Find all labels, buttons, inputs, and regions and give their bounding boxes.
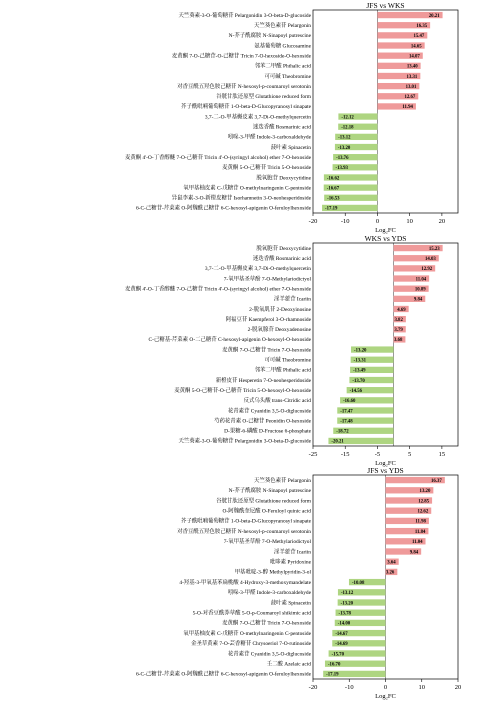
bar-value-label: -20.21 xyxy=(331,439,344,445)
category-label: 谷胱甘肽还原型 Glutathione reduced form xyxy=(216,498,311,505)
bar-value-label: -14.69 xyxy=(335,642,348,648)
category-label: 脱氧胞苷 Deoxycytidine xyxy=(256,175,311,182)
bar-value-label: 11.04 xyxy=(411,540,423,546)
category-label: 吡哆素 Pyridoxine xyxy=(269,559,311,566)
bar-value-label: 9.84 xyxy=(413,297,423,303)
chart-title: JFS vs WKS xyxy=(366,1,405,10)
bar-value-label: -10.08 xyxy=(351,580,365,586)
bar-value-label: 13.20 xyxy=(419,489,431,495)
category-label: 花青素苷 Cyanidin 3,5-O-diglucoside xyxy=(227,651,311,658)
bar-value-label: 13.31 xyxy=(406,74,418,80)
category-label: 可可碱 Theobromine xyxy=(264,357,311,364)
bar-value-label: 11.94 xyxy=(402,105,413,111)
bar-value-label: -16.67 xyxy=(326,186,340,192)
bar-value-label: 20.21 xyxy=(428,13,440,19)
category-label: 天竺葵素-3-O-葡萄糖苷 Pelargonidin 3-O-beta-D-glucoside xyxy=(178,12,311,19)
bar-value-label: -17.19 xyxy=(325,206,338,212)
bar-value-label: 11.84 xyxy=(414,529,426,535)
category-label: 对香豆酰五羟色胺己糖苷 N-hexosyl-p-coumaroyl serotonin xyxy=(177,528,311,535)
bar-value-label: 11.98 xyxy=(415,519,426,525)
bar-value-label: 10.89 xyxy=(414,287,426,293)
category-label: 天竺葵色素苷 Pelargonin xyxy=(254,23,311,30)
x-tick-label: -25 xyxy=(308,451,318,458)
x-tick-label: -5 xyxy=(374,451,381,458)
x-tick-label: 20 xyxy=(454,684,462,691)
chart-panel-3 xyxy=(136,466,461,700)
category-label: 花青素苷 Cyanidin 3,5-O-diglucoside xyxy=(227,408,311,415)
bar-value-label: 4.69 xyxy=(397,307,406,313)
category-label: 阿福豆苷 Kaempferol 3-O-rhamnoside xyxy=(225,316,311,323)
category-label: 麦黄酮 5-O-己糖苷 Tricin 5-O-hexoside xyxy=(222,165,311,172)
category-label: 可可碱 Theobromine xyxy=(264,73,311,80)
chart-panel-2 xyxy=(125,234,458,467)
category-label: 麦黄酮 7-O-己糖苷 Tricin 7-O-hexoside xyxy=(222,347,311,354)
x-tick-label: 0 xyxy=(375,218,380,225)
category-label: 壬二酸 Azelaic acid xyxy=(266,661,311,668)
category-label: 菠叶素 Spinacetin xyxy=(270,144,311,151)
bar-value-label: -13.76 xyxy=(336,155,349,161)
bar-value-label: 14.65 xyxy=(410,44,422,50)
category-label: 氧甲基柚皮素 C-戊糖苷 O-methylnaringenin C-pentoside xyxy=(183,185,311,192)
bar-value-label: -16.60 xyxy=(343,399,356,405)
bar-value-label: -13.49 xyxy=(353,368,366,374)
x-tick-label: -10 xyxy=(340,218,350,225)
category-label: 天竺葵色素苷 Pelargonin xyxy=(254,477,311,484)
category-label: 4-羟基-3-甲氧基苯扁桃酸 4-Hydroxy-3-methoxymandelate xyxy=(179,579,311,586)
bar-value-label: 3.79 xyxy=(394,328,403,334)
bar-value-label: -13.31 xyxy=(353,358,367,364)
bar-value-label: 15.23 xyxy=(428,246,440,252)
bar-value-label: 13.01 xyxy=(405,84,417,90)
bar-value-label: -12.18 xyxy=(341,125,354,131)
bar-value-label: 3.64 xyxy=(387,560,396,566)
bar-value-label: 12.62 xyxy=(417,509,429,515)
bar-value-label: -13.12 xyxy=(340,591,354,597)
bar-value-label: -13.93 xyxy=(335,166,348,172)
category-label: 芥子酰吡喃葡萄糖苷 1-O-beta-D-Glucopyranosyl sinapate xyxy=(181,518,311,525)
bar-value-label: -18.72 xyxy=(336,429,349,435)
category-label: 迷迭香酸 Rosmarinic acid xyxy=(252,256,311,263)
bar-value-label: 16.35 xyxy=(416,24,428,30)
category-label: 对香豆酰五羟色胺己糖苷 N-hexosyl-p-coumaroyl serotonin xyxy=(177,83,311,90)
category-label: O-阿魏酰奎尼酸 O-Feruloyl quinic acid xyxy=(222,508,311,515)
category-label: 6-C-己糖苷-芹菜素 O-阿魏酰己糖苷 6-C-hexosyl-apigenin O-feruloylhexoside xyxy=(135,205,311,212)
x-tick-label: 15 xyxy=(438,451,446,458)
x-tick-label: 5 xyxy=(408,451,412,458)
bar-value-label: 13.40 xyxy=(406,64,418,70)
x-tick-label: 10 xyxy=(406,218,413,225)
x-tick-label: -20 xyxy=(308,218,318,225)
category-label: 6-C-己糖苷-芹菜素 O-阿魏酰己糖苷 6-C-hexosyl-apigenin O-feruloylhexoside xyxy=(135,671,311,678)
bar-value-label: -13.20 xyxy=(337,145,351,151)
bar-value-label: 9.84 xyxy=(409,550,419,556)
category-label: C-己糖基-芹菜素 O-二己糖苷 C-hexosyl-apigenin O-hexosyl-O-hexoside xyxy=(148,337,311,344)
bar-value-label: -13.20 xyxy=(354,348,367,354)
category-label: 谷胱甘肽还原型 Glutathione reduced form xyxy=(216,94,311,101)
category-label: D-果糖-6-磷酸 D-Fructose 6-phosphate xyxy=(224,428,311,435)
category-label: 5-O-对香豆酰莽草酸 5-O-p-Coumaroyl shikimic acid xyxy=(192,610,311,617)
chart-panel-1 xyxy=(125,1,458,234)
bar-value-label: 3.82 xyxy=(394,317,403,323)
category-label: 氨基葡萄糖 Glucosamine xyxy=(254,43,311,50)
bar-value-label: -16.62 xyxy=(326,176,340,182)
category-label: 迷迭香酸 Rosmarinic acid xyxy=(252,124,311,131)
category-label: 邻苯二甲酸 Phthalic acid xyxy=(254,367,311,374)
bar-value-label: 15.47 xyxy=(413,34,425,40)
bar-value-label: -17.48 xyxy=(340,419,353,425)
x-tick-label: -15 xyxy=(340,451,350,458)
x-tick-label: 10 xyxy=(418,684,425,691)
x-tick-label: -10 xyxy=(344,684,354,691)
category-label: 麦黄酮 7-O-己糖苷 Tricin 7-O-hexoside xyxy=(222,620,311,627)
x-axis-label: Log₂FC xyxy=(375,227,396,234)
bar-value-label: 12.92 xyxy=(421,267,433,273)
bar-value-label: -17.19 xyxy=(326,672,339,678)
bar-value-label: -13.70 xyxy=(352,378,365,384)
bar-value-label: 16.37 xyxy=(431,478,442,484)
category-label: 7-氧甲基圣草酚 7-O-Methylariodictyol xyxy=(223,539,311,546)
category-label: N-芥子酰腐胺 N-Sinapoyl putrescine xyxy=(228,33,311,40)
category-label: 芥子酰吡喃葡萄糖苷 1-O-beta-D-Glucopyranosyl sinapate xyxy=(181,104,311,111)
category-label: 淫羊藿苷 Icariin xyxy=(274,296,311,303)
category-label: 麦黄酮 4'-O-丁香醇醚 7-O-己糖苷 Tricin 4'-O-(syringyl alcohol) ether 7-O-hexoside xyxy=(124,154,311,161)
category-label: 吲哚-3-甲醛 Indole-3-carboxaldehyde xyxy=(227,590,311,597)
bar-value-label: 14.07 xyxy=(408,54,420,60)
plot-frame xyxy=(313,243,458,446)
x-tick-label: 0 xyxy=(383,684,388,691)
bar-value-label: -15.70 xyxy=(331,652,344,658)
bar-value-label: 11.04 xyxy=(415,277,427,283)
category-label: 芍药花青素 O-己糖苷 Peonidin O-hexoside xyxy=(214,418,311,425)
bar-value-label: 12.85 xyxy=(418,499,430,505)
category-label: 淫羊藿苷 Icariin xyxy=(274,549,311,556)
chart-title: JFS vs YDS xyxy=(367,466,404,475)
bar-value-label: -16.53 xyxy=(327,196,340,202)
x-tick-label: 20 xyxy=(438,218,446,225)
category-label: 7-氧甲基圣草酚 7-O-Methylariodictyol xyxy=(223,276,311,283)
chart-title: WKS vs YDS xyxy=(364,234,407,243)
category-label: 2-脱氧肌苷 2-Deoxyinosine xyxy=(249,306,311,313)
category-label: 3,7-二-O-甲基槲皮素 3,7-Di-O-methylquercetin xyxy=(204,266,311,273)
bar-value-label: -13.20 xyxy=(340,601,354,607)
category-label: 邻苯二甲酸 Phthalic acid xyxy=(254,63,311,70)
category-label: 麦黄酮 4'-O-丁香醇醚 7-O-己糖苷 Tricin 4'-O-(syringyl alcohol) ether 7-O-hexoside xyxy=(124,286,311,293)
bar-value-label: 3.26 xyxy=(385,570,395,576)
category-label: 氧甲基柚皮素 C-戊糖苷 O-methylnaringenin C-pentoside xyxy=(183,630,311,637)
bar-value-label: -17.47 xyxy=(340,409,353,415)
category-label: 麦黄酮 7-O-己糖苷-O-己糖苷 Tricin 7-O-hexoside-O-hexoside xyxy=(171,53,311,60)
bar-value-label: 14.03 xyxy=(424,257,436,263)
bar-value-label: -16.70 xyxy=(327,662,341,668)
bar-value-label: -13.12 xyxy=(338,135,351,141)
plot-frame xyxy=(313,10,458,213)
category-label: 麦黄酮 5-O-己糖苷-O-己糖苷 Tricin 5-O-hexosyl-O-hexoside xyxy=(174,387,311,394)
category-label: 2-脱氧腺苷 Deoxyadenosine xyxy=(247,327,311,334)
category-label: 脱氧胞苷 Deoxycytidine xyxy=(256,245,311,252)
category-label: 菠叶素 Spinacetin xyxy=(270,600,311,607)
category-label: 新橙皮苷 Hesperetin 7-O-neohesperidoside xyxy=(215,377,311,384)
category-label: 异鼠李素-3-O-新橙皮糖苷 Isorhamnetin 3-O-neohesperidoside xyxy=(171,195,311,202)
category-label: 金圣草黄素 7-O-芸香糖苷 Chrysoeriol 7-O-rutinoside xyxy=(191,641,311,648)
bar-value-label: -14.00 xyxy=(337,621,351,627)
category-label: N-芥子酰腐胺 N-Sinapoyl putrescine xyxy=(228,488,311,495)
x-axis-label: Log₂FC xyxy=(375,693,396,700)
category-label: 反式乌头酸 trans-Citridic acid xyxy=(243,398,311,405)
bar-value-label: 3.68 xyxy=(394,338,403,344)
bar-value-label: 12.67 xyxy=(404,95,416,101)
bar-value-label: -14.56 xyxy=(349,388,363,394)
category-label: 3,7-二-O-甲基槲皮素 3,7-Di-O-methylquercetin xyxy=(204,114,311,121)
category-label: 吲哚-3-甲醛 Indole-3-carboxaldehyde xyxy=(227,134,311,141)
bar-value-label: -12.12 xyxy=(341,115,354,121)
bar-value-label: -14.67 xyxy=(335,631,348,637)
x-tick-label: -20 xyxy=(308,684,318,691)
bar-value-label: -13.78 xyxy=(338,611,351,617)
category-label: 甲基吡啶-3-醇 Methylpyridin-3-ol xyxy=(234,569,311,576)
category-label: 天竺葵素-3-O-葡萄糖苷 Pelargonidin 3-O-beta-D-glucoside xyxy=(178,438,311,445)
x-axis-label: Log₂FC xyxy=(375,460,396,467)
